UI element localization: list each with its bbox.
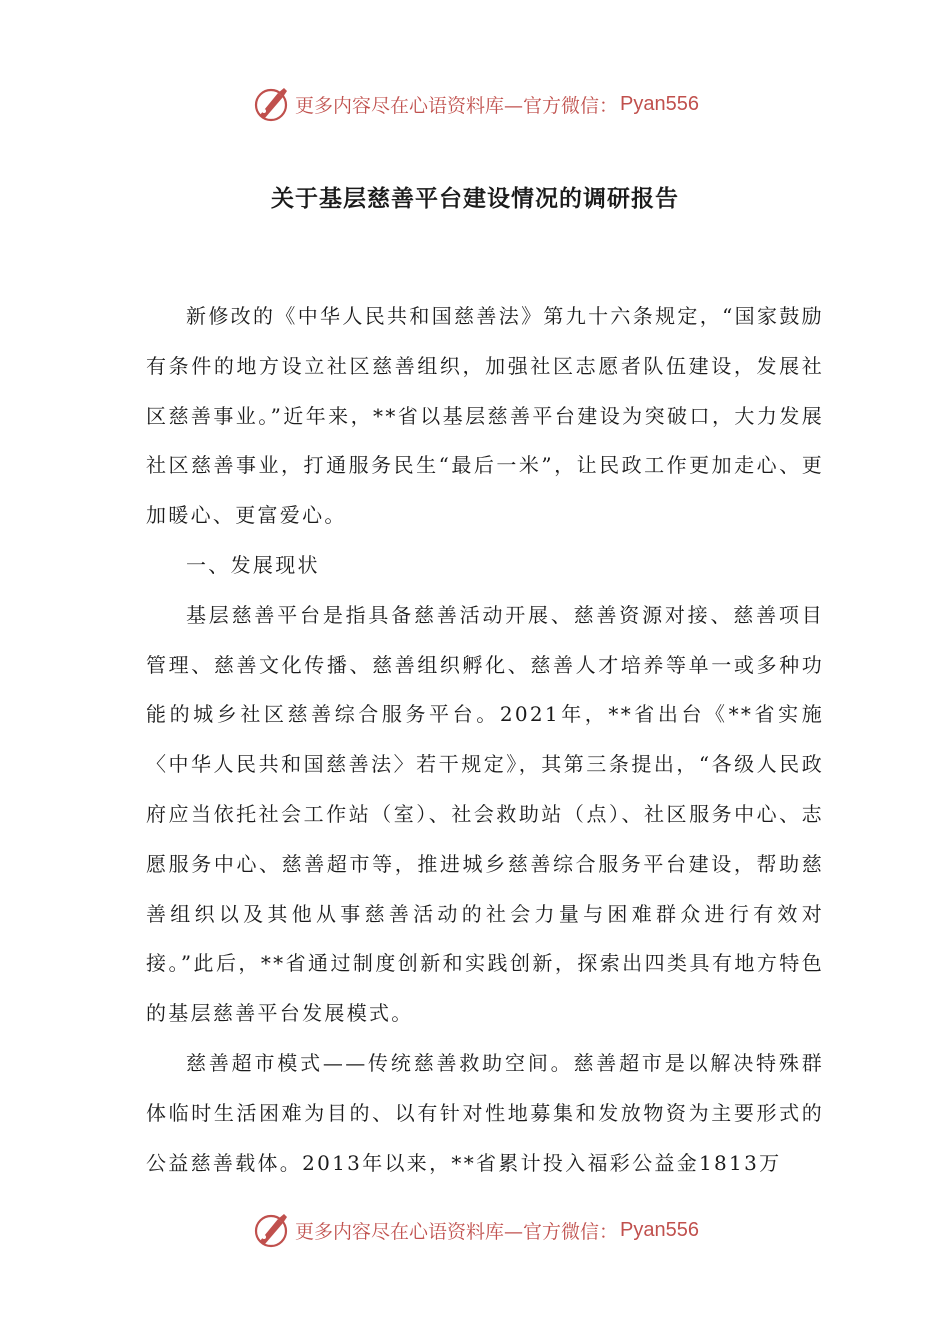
paragraph-definition: 基层慈善平台是指具备慈善活动开展、慈善资源对接、慈善项目管理、慈善文化传播、慈善组织孵化、慈善人才培养等单一或多种功能的城乡社区慈善综合服务平台。2021年，**省出台《**省实施〈中华人民共和国慈善法〉若干规定》，其第三条提出，“各级人民政府应当依托社会工作站（室）、社会救助站（点）、社区服务中心、志愿服务中心、慈善超市等，推进城乡慈善综合服务平台建设，帮助慈善组织以及其他从事慈善活动的社会力量与困难群众进行有效对接。”此后，**省通过制度创新和实践创新，探索出四类具有地方特色的基层慈善平台发展模式。 (146, 602, 824, 1026)
banner-wechat-id: Pyan556 (620, 1218, 699, 1241)
pen-logo-icon (251, 84, 291, 124)
document-body (146, 292, 824, 1188)
banner-wechat-id: Pyan556 (620, 92, 699, 115)
document-title: 关于基层慈善平台建设情况的调研报告 (271, 186, 679, 212)
paragraph-charity-supermarket: 慈善超市模式——传统慈善救助空间。慈善超市是以解决特殊群体临时生活困难为目的、以有针对性地募集和发放物资为主要形式的公益慈善载体。2013年以来，**省累计投入福彩公益金1813万 (146, 1050, 824, 1175)
paragraph-intro: 新修改的《中华人民共和国慈善法》第九十六条规定，“国家鼓励有条件的地方设立社区慈善组织，加强社区志愿者队伍建设，发展社区慈善事业。”近年来，**省以基层慈善平台建设为突破口，大力发展社区慈善事业，打通服务民生“最后一米”，让民政工作更加走心、更加暖心、更富爱心。 (146, 304, 824, 528)
pen-logo-icon (251, 1210, 291, 1250)
banner-text: 更多内容尽在心语资料库—官方微信： (295, 1220, 619, 1243)
header-watermark-banner (0, 82, 950, 126)
footer-watermark-banner (0, 1208, 950, 1252)
section-heading-status: 一、发展现状 (186, 552, 320, 577)
banner-text: 更多内容尽在心语资料库—官方微信： (295, 94, 619, 117)
